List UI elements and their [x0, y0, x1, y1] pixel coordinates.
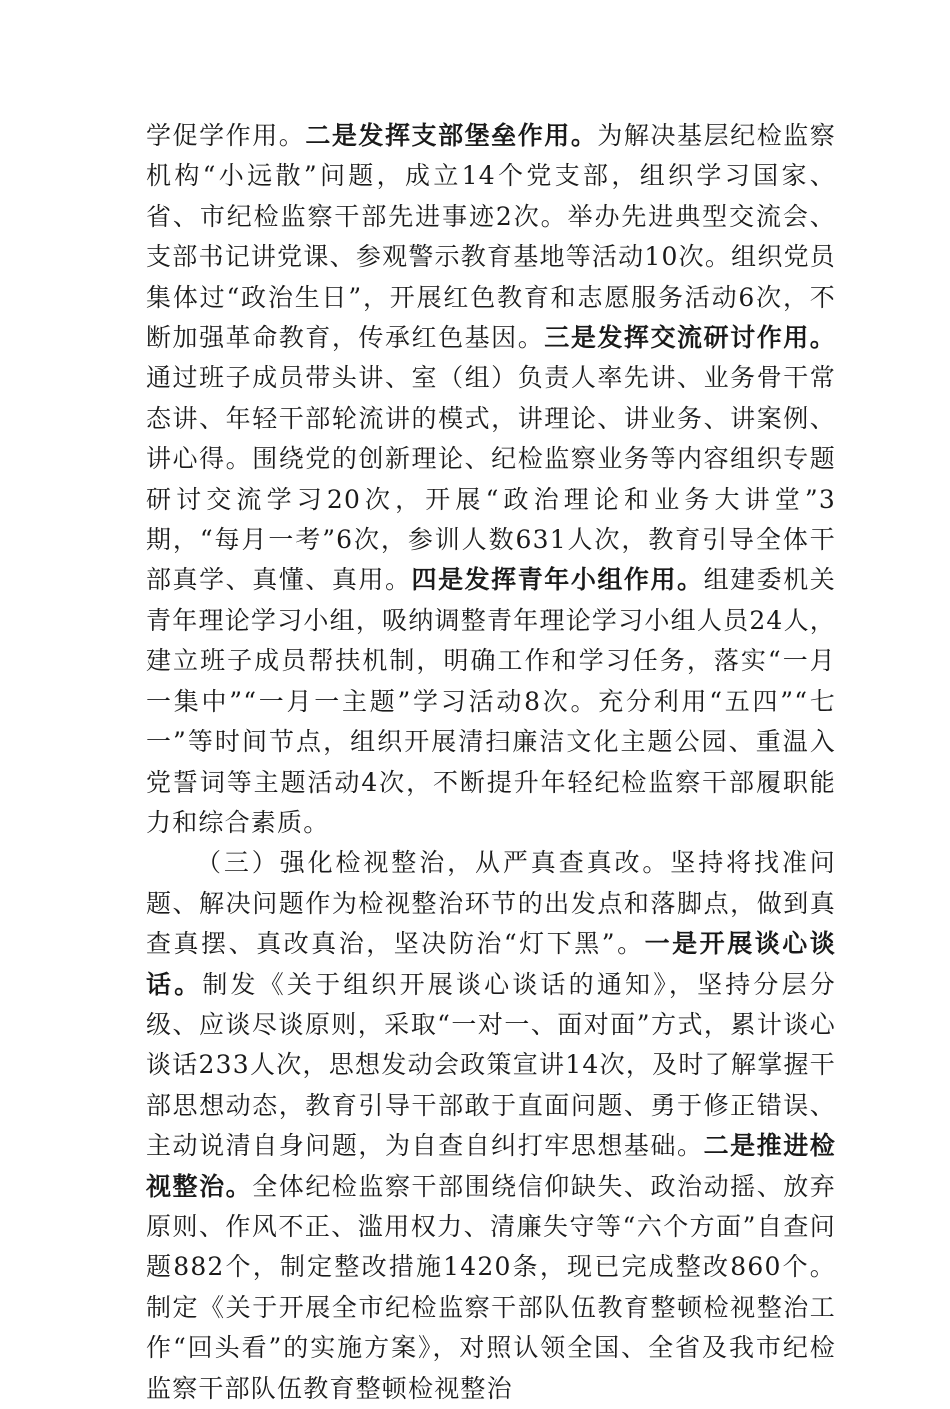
text-run: 为解决基层纪检监察机构“小远散”问题，成立14个党支部，组织学习国家、省、市纪检监察干部先进事迹2次。举办先进典型交流会、支部书记讲党课、参观警示教育基地等活动10次。组织党员集体过“政治生日”，开展红色教育和志愿服务活动6次，不断加强革命教育，传承红色基因。 [146, 121, 837, 353]
document-body [146, 116, 836, 1409]
text-run: 学促学作用。 [146, 121, 306, 150]
text-run: （三）强化检视整治，从严真查真改。坚持将找准问题、解决问题作为检视整治环节的出发点和落脚点，做到真查真摆、真改真治，坚决防治“灯下黑”。 [146, 848, 836, 959]
heading-run: 三是发挥交流研讨作用。 [544, 323, 836, 353]
paragraph-1 [146, 116, 836, 843]
paragraph-2 [146, 843, 836, 1409]
heading-run: 二是发挥支部堡垒作用。 [305, 121, 598, 150]
text-run: 制发《关于组织开展谈心谈话的通知》，坚持分层分级、应谈尽谈原则，采取“一对一、面对面”方式，累计谈心谈话233人次，思想发动会政策宣讲14次，及时了解掌握干部思想动态，教育引导干部敢于直面问题、勇于修正错误、主动说清自身问题，为自查自纠打牢思想基础。 [146, 969, 836, 1161]
heading-run: 四是发挥青年小组作用。 [411, 565, 704, 595]
text-run: 全体纪检监察干部围绕信仰缺失、政治动摇、放弃原则、作风不正、滥用权力、清廉失守等“六个方面”自查问题882个，制定整改措施1420条，现已完成整改860个。制定《关于开展全市纪检监察干部队伍教育整顿检视整治工作“回头看”的实施方案》，对照认领全国、全省及我市纪检监察干部队伍教育整顿检视整治 [146, 1171, 836, 1403]
heading-run: 二是推进检视整治。 [146, 1131, 836, 1201]
text-run: 通过班子成员带头讲、室（组）负责人率先讲、业务骨干常态讲、年轻干部轮流讲的模式，讲理论、讲业务、讲案例、讲心得。围绕党的创新理论、纪检监察业务等内容组织专题研讨交流学习20次，开展“政治理论和业务大讲堂”3期，“每月一考”6次，参训人数631人次，教育引导全体干部真学、真懂、真用。 [146, 363, 836, 595]
heading-run: 一是开展谈心谈话。 [146, 929, 836, 999]
text-run: 组建委机关青年理论学习小组，吸纳调整青年理论学习小组人员24人，建立班子成员帮扶机制，明确工作和学习任务，落实“一月一集中”“一月一主题”学习活动8次。充分利用“五四”“七一”等时间节点，组织开展清扫廉洁文化主题公园、重温入党誓词等主题活动4次，不断提升年轻纪检监察干部履职能力和综合素质。 [146, 565, 836, 837]
